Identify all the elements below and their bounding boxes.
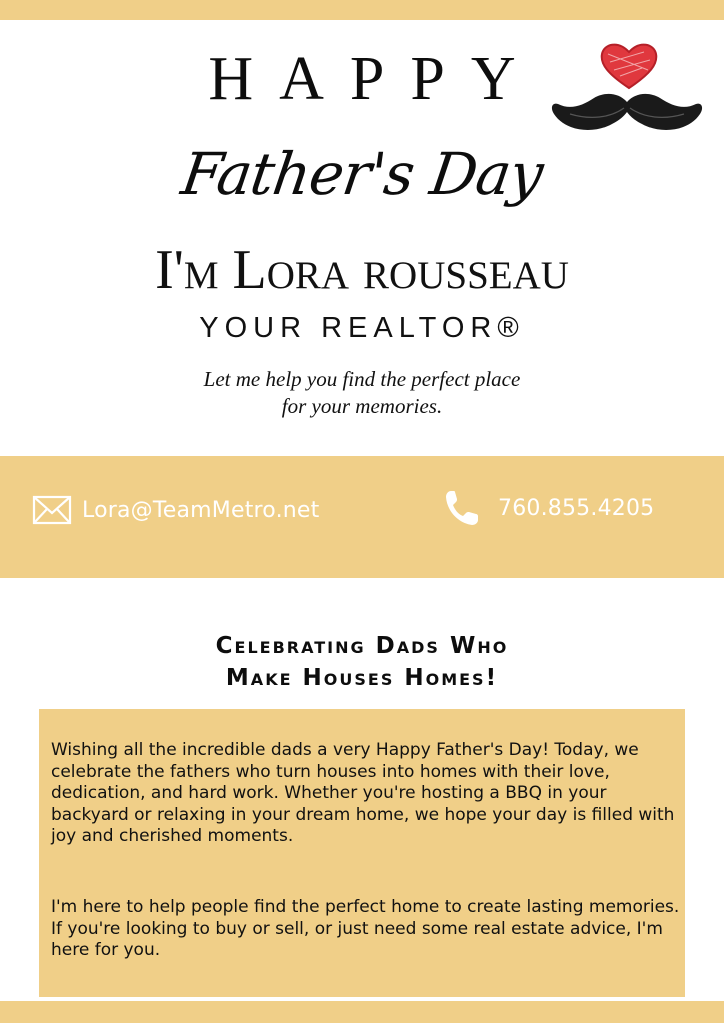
realtor-name: I'm Lora rousseau — [155, 239, 569, 301]
envelope-icon — [32, 495, 72, 525]
fathers-day-script-title: Father's Day — [177, 140, 547, 208]
mustache-icon — [550, 88, 704, 140]
phone-number[interactable]: 760.855.4205 — [498, 495, 655, 521]
tagline-line-1: Let me help you find the perfect place — [203, 367, 521, 391]
tagline-line-2: for your memories. — [281, 394, 443, 418]
headline-line-2: Make Houses Homes! — [225, 665, 499, 691]
phone-icon — [444, 489, 480, 527]
phone-contact[interactable] — [444, 488, 654, 528]
message-box — [39, 709, 685, 997]
message-paragraph-1: Wishing all the incredible dads a very Happy Father's Day! Today, we celebrate the fathers who turn houses into homes with their love, dedication, and hard work. Whether you're hosting a BBQ in your backyard or relaxing in your dream home, we hope your day is filled with joy and cherished moments. — [51, 740, 675, 846]
tagline — [0, 366, 724, 420]
heart-icon — [598, 40, 660, 92]
message-paragraph-2: I'm here to help people find the perfect home to create lasting memories. If you're looking to buy or sell, or just need some real estate advice, I'm here for you. — [51, 897, 680, 960]
happy-heading: HAPPY — [208, 45, 542, 113]
headline-line-1: Celebrating Dads Who — [215, 633, 509, 659]
email-contact[interactable] — [32, 492, 319, 528]
realtor-role: YOUR REALTOR® — [199, 312, 525, 344]
top-accent-band — [0, 0, 724, 20]
section-headline — [0, 630, 724, 694]
bottom-accent-band — [0, 1001, 724, 1023]
contact-band — [0, 456, 724, 578]
email-address[interactable]: Lora@TeamMetro.net — [82, 497, 320, 523]
